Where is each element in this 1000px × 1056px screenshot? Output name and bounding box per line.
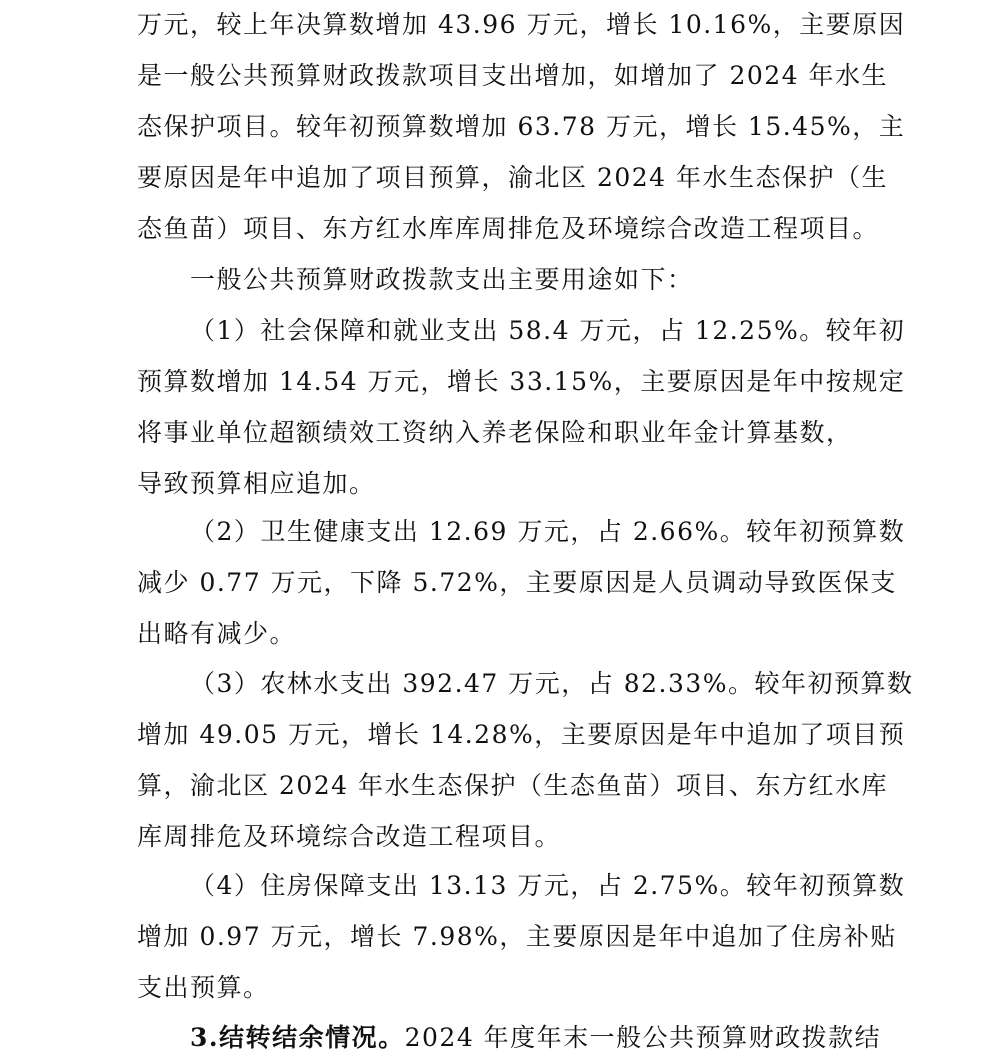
- item-3-line: 增加 49.05 万元，增长 14.28%，主要原因是年中追加了项目预: [137, 720, 906, 749]
- item-1-line: （1）社会保障和就业支出 58.4 万元，占 12.25%。较年初: [190, 316, 906, 345]
- item-2-line: （2）卫生健康支出 12.69 万元，占 2.66%。较年初预算数: [190, 517, 906, 546]
- item-2-line: 减少 0.77 万元，下降 5.72%，主要原因是人员调动导致医保支: [137, 568, 897, 597]
- item-3-line: （3）农林水支出 392.47 万元，占 82.33%。较年初预算数: [190, 669, 914, 698]
- item-3-line: 库周排危及环境综合改造工程项目。: [137, 822, 562, 851]
- item-3-line: 算，渝北区 2024 年水生态保护（生态鱼苗）项目、东方红水库: [137, 771, 889, 800]
- paragraph-line: 态鱼苗）项目、东方红水库库周排危及环境综合改造工程项目。: [137, 214, 880, 243]
- section-3-line: [190, 1021, 881, 1055]
- item-2-line: 出略有减少。: [137, 619, 297, 648]
- item-1-line: 将事业单位超额绩效工资纳入养老保险和职业年金计算基数，: [137, 418, 853, 447]
- paragraph-line: 态保护项目。较年初预算数增加 63.78 万元，增长 15.45%，主: [137, 112, 906, 141]
- section-3-heading: 3.结转结余情况。: [190, 1023, 405, 1052]
- paragraph-line: 是一般公共预算财政拨款项目支出增加，如增加了 2024 年水生: [137, 61, 889, 90]
- item-4-line: 支出预算。: [137, 973, 270, 1002]
- uses-heading: 一般公共预算财政拨款支出主要用途如下：: [190, 265, 694, 294]
- paragraph-line: 要原因是年中追加了项目预算，渝北区 2024 年水生态保护（生: [137, 163, 889, 192]
- item-1-line: 预算数增加 14.54 万元，增长 33.15%，主要原因是年中按规定: [137, 367, 906, 396]
- paragraph-line: 万元，较上年决算数增加 43.96 万元，增长 10.16%，主要原因: [137, 10, 906, 39]
- item-4-line: 增加 0.97 万元，增长 7.98%，主要原因是年中追加了住房补贴: [137, 922, 897, 951]
- section-3-text: 2024 年度年末一般公共预算财政拨款结: [404, 1023, 882, 1052]
- item-4-line: （4）住房保障支出 13.13 万元，占 2.75%。较年初预算数: [190, 871, 906, 900]
- item-1-line: 导致预算相应追加。: [137, 469, 376, 498]
